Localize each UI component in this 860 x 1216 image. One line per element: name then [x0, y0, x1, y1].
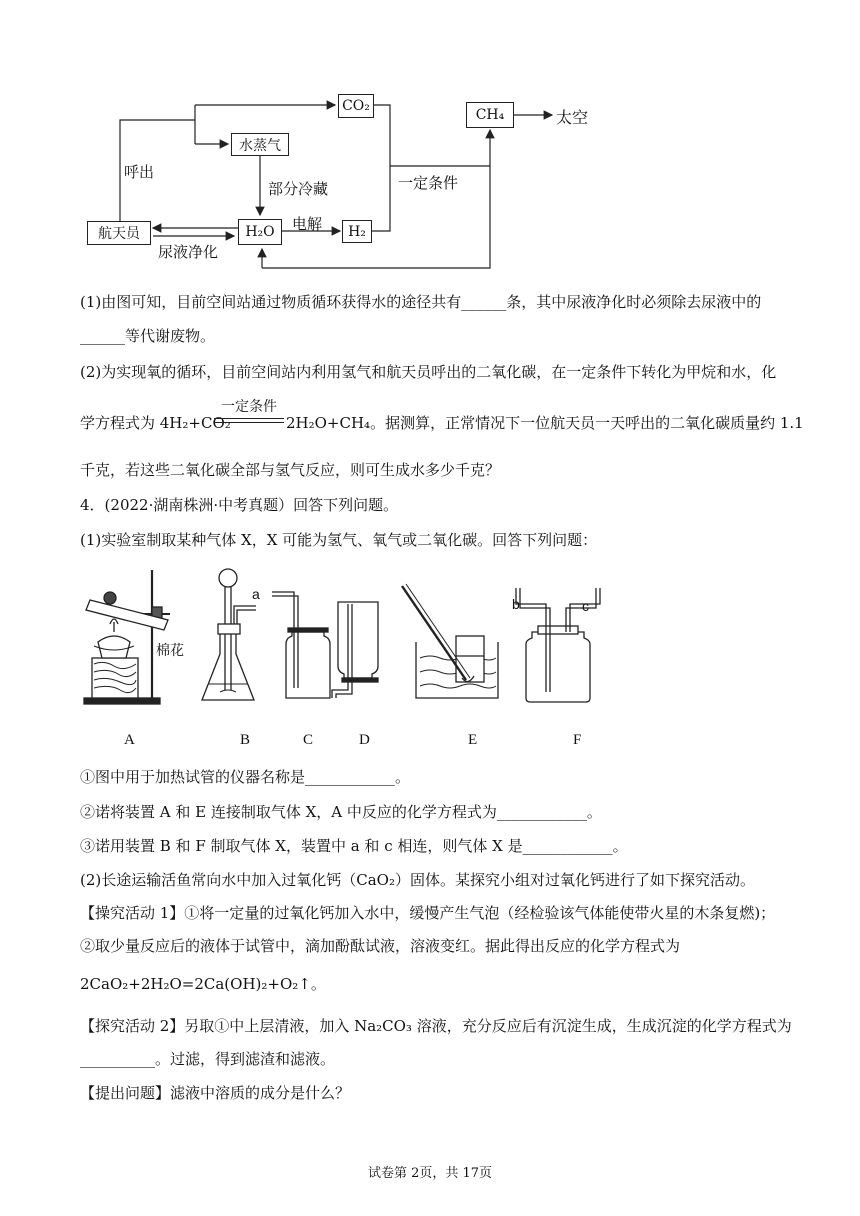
label-E: E — [468, 732, 478, 748]
tube-c-label: c — [582, 598, 589, 614]
q4-part2-intro: (2)长途运输活鱼常向水中加入过氧化钙（CaO₂）固体。某探究小组对过氧化钙进行了如下探究活动。 — [80, 871, 755, 889]
activity1-equation: 2CaO₂+2H₂O=2Ca(OH)₂+O₂↑。 — [80, 975, 326, 993]
q3-part2-line1: (2)为实现氧的循环，目前空间站内利用氢气和航天员呼出的二氧化碳，在一定条件下转化为甲烷和水，化 — [80, 363, 777, 381]
vapor-node: 水蒸气 — [231, 133, 289, 156]
label-A: A — [124, 732, 135, 748]
activity1-line1: 【操究活动 1】①将一定量的过氧化钙加入水中，缓慢产生气泡（经检验该气体能使带火星的木条复燃)； — [80, 904, 776, 922]
q3-equation-suffix: 2H₂O+CH₄。据测算，正常情况下一位航天员一天呼出的二氧化碳质量约 1.1 — [286, 414, 804, 432]
condition-label: 一定条件 — [398, 174, 459, 192]
cold-storage-label: 部分冷藏 — [268, 180, 329, 198]
astronaut-node: 航天员 — [87, 221, 151, 245]
q4-sub1: ①图中用于加热试管的仪器名称是____________。 — [80, 768, 411, 786]
label-F: F — [573, 732, 582, 748]
q3-part1-line1: (1)由图可知，目前空间站通过物质循环获得水的途径共有______条，其中尿液净化时必须除去尿液中的 — [80, 293, 762, 311]
tube-b-label: b — [512, 596, 520, 612]
tube-a-label: a — [252, 586, 260, 602]
equation-condition: 一定条件 — [221, 399, 277, 415]
apparatus-D — [332, 602, 378, 698]
activity2-line2: __________。过滤，得到滤渣和滤液。 — [80, 1050, 336, 1068]
h2o-node: H₂O — [238, 219, 282, 245]
h2-node: H₂ — [342, 220, 372, 243]
space-label: 太空 — [556, 108, 589, 127]
ch4-node: CH₄ — [466, 102, 514, 128]
label-D: D — [359, 732, 370, 748]
apparatus-B — [202, 569, 256, 700]
exhale-label: 呼出 — [124, 163, 155, 181]
activity2-line1: 【探究活动 2】另取①中上层清液，加入 Na₂CO₃ 溶液，充分反应后有沉淀生成，生成沉淀的化学方程式为 — [80, 1017, 792, 1035]
cotton-label: 棉花 — [156, 643, 184, 659]
q4-sub3: ③诺用装置 B 和 F 制取气体 X，装置中 a 和 c 相连，则气体 X 是____________。 — [80, 837, 628, 855]
q4-title: 4．(2022·湖南株洲·中考真题）回答下列问题。 — [80, 496, 399, 514]
electrolysis-label: 电解 — [292, 215, 323, 233]
raise-question: 【提出问题】滤液中溶质的成分是什么？ — [80, 1084, 351, 1102]
apparatus-C — [272, 592, 330, 698]
apparatus-E — [402, 584, 498, 698]
apparatus-A — [84, 570, 170, 704]
q3-equation-prefix: 学方程式为 4H₂+CO₂ — [80, 414, 231, 432]
urine-label: 尿液净化 — [158, 243, 219, 261]
co2-node: CO₂ — [338, 94, 374, 118]
label-B: B — [240, 732, 251, 748]
q3-part2-line3: 千克，若这些二氧化碳全部与氢气反应，则可生成水多少千克？ — [80, 461, 501, 479]
q3-part1-line2: ______等代谢废物。 — [80, 327, 216, 345]
q4-sub2: ②诺将装置 A 和 E 连接制取气体 X，A 中反应的化学方程式为____________。 — [80, 803, 602, 821]
equation-arrow — [214, 399, 284, 428]
apparatus-drawing — [80, 562, 620, 712]
q4-part1-intro: (1)实验室制取某种气体 X，X 可能为氢气、氧气或二氧化碳。回答下列问题： — [80, 531, 598, 549]
page-footer: 试卷第 2页，共 17页 — [367, 1166, 493, 1181]
activity1-line2: ②取少量反应后的液体于试管中，滴加酚酞试液，溶液变红。据此得出反应的化学方程式为 — [80, 937, 681, 955]
label-C: C — [303, 732, 314, 748]
